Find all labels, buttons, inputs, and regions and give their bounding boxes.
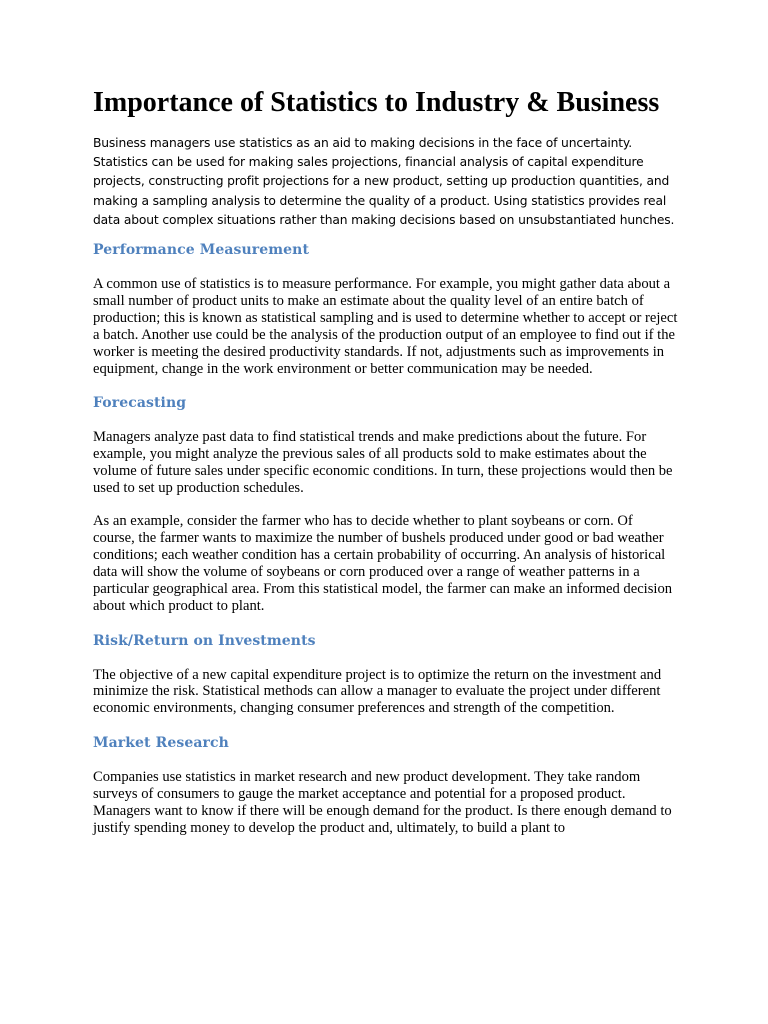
section-paragraph: The objective of a new capital expenditure project is to optimize the return on the investment and minimize the risk. Statistical methods can allow a manager to evaluate the project under different economic environments, changing consumer preferences and strength of the competition. — [93, 666, 662, 717]
section-performance-measurement — [93, 240, 678, 377]
section-paragraph: Companies use statistics in market research and new product development. They take random surveys of consumers to gauge the market acceptance and potential for a proposed product. Managers want to know if there will be enough demand for the product. Is there enough demand to justify spending money to develop the product and, ultimately, to build a plant to — [93, 769, 672, 836]
section-paragraph: A common use of statistics is to measure performance. For example, you might gather data about a small number of product units to make an estimate about the quality level of an entire batch of production; this is known as statistical sampling and is used to determine whether to accept or reject a batch. Another use could be the analysis of the production output of an employee to find out if the worker is meeting the desired productivity standards. If not, adjustments such as improvements in equipment, change in the work environment or better communication may be needed. — [93, 276, 678, 377]
section-paragraph: As an example, consider the farmer who has to decide whether to plant soybeans or corn. Of course, the farmer wants to maximize the number of bushels produced under good or bad weather conditions; each weather condition has a certain probability of occurring. An analysis of historical data will show the volume of soybeans or corn produced over a range of weather patterns in a particular geographical area. From this statistical model, the farmer can make an informed decision about which product to plant. — [93, 513, 673, 614]
section-heading: Performance Measurement — [93, 242, 310, 259]
section-paragraph: Managers analyze past data to find statistical trends and make predictions about the future. For example, you might analyze the previous sales of all products sold to make estimates about the volume of future sales under specific economic conditions. In turn, these projections would then be used to set up production schedules. — [93, 429, 673, 497]
intro-paragraph: Business managers use statistics as an aid to making decisions in the face of uncertainty. Statistics can be used for making sales projections, financial analysis of capital expenditure projects, constructing profit projections for a new product, setting up production quantities, and making a sampling analysis to determine the quality of a product. Using statistics provides real data about complex situations rather than making decisions based on unsubstantiated hunches. — [93, 136, 675, 227]
section-forecasting — [93, 393, 678, 614]
section-heading: Risk/Return on Investments — [93, 632, 316, 649]
section-market-research — [93, 733, 678, 837]
section-heading: Forecasting — [93, 395, 187, 412]
page-title: Importance of Statistics to Industry & Business — [93, 87, 660, 118]
section-heading: Market Research — [93, 735, 229, 752]
section-risk-return — [93, 631, 678, 718]
